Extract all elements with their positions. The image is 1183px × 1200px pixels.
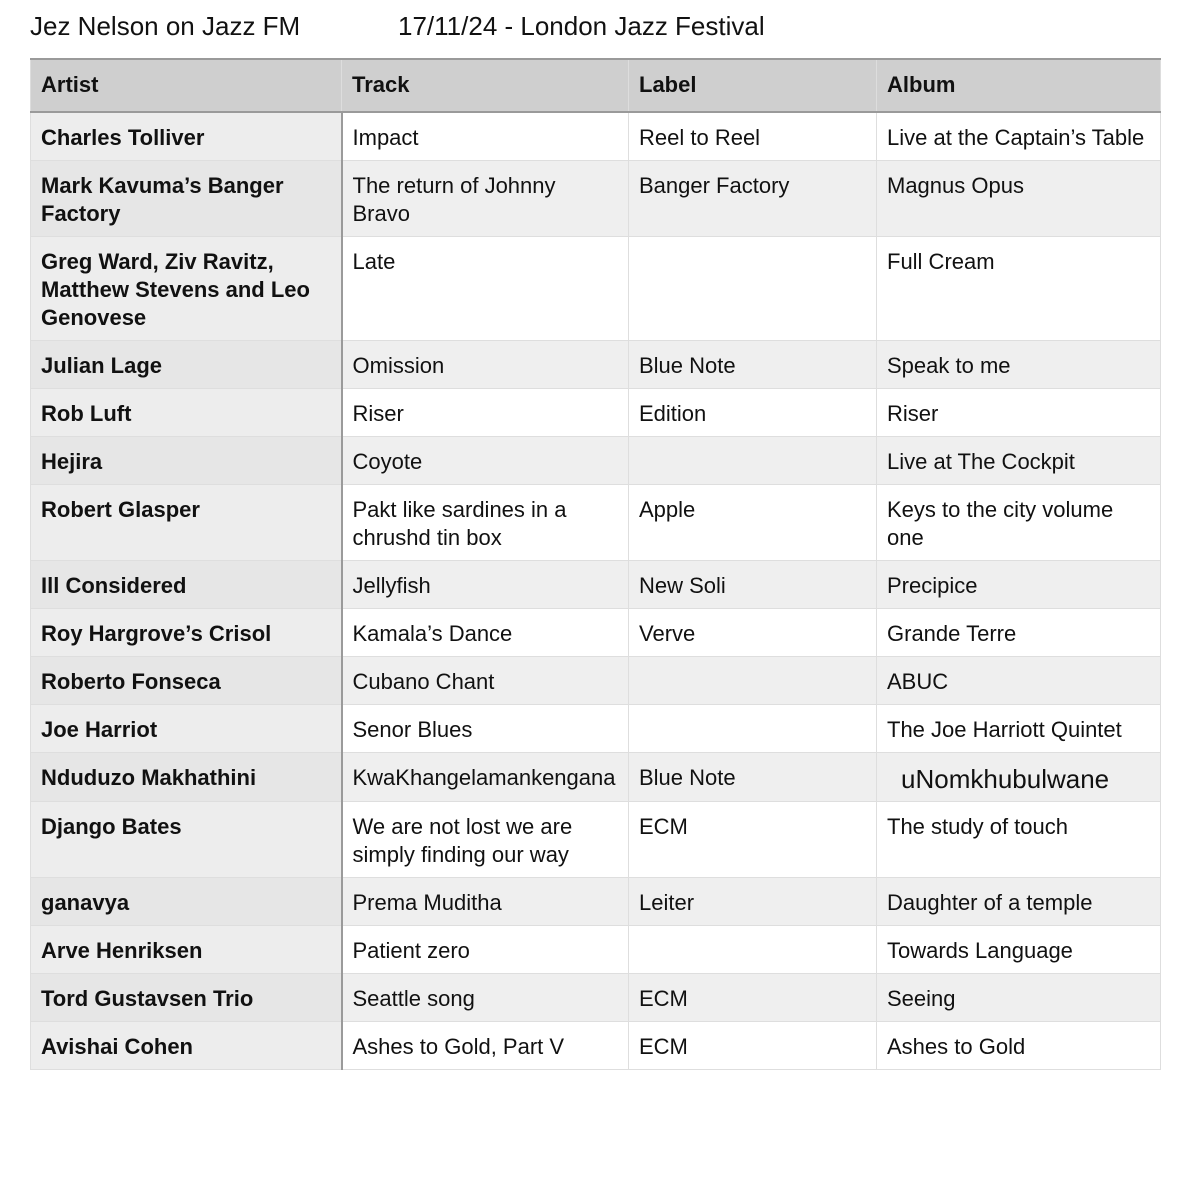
table-row [31, 389, 1161, 437]
album-cell: Grande Terre [877, 609, 1161, 657]
table-row [31, 878, 1161, 926]
table-row [31, 657, 1161, 705]
label-cell: ECM [629, 974, 877, 1022]
label-cell: Banger Factory [629, 161, 877, 237]
table-row [31, 561, 1161, 609]
artist-cell: ganavya [31, 878, 342, 926]
track-cell: Pakt like sardines in a chrushd tin box [342, 485, 629, 561]
album-cell: ABUC [877, 657, 1161, 705]
artist-cell: Nduduzo Makhathini [31, 753, 342, 802]
playlist-table [30, 58, 1161, 1070]
album-cell: Riser [877, 389, 1161, 437]
album-cell: uNomkhubulwane [877, 753, 1161, 802]
column-header-artist: Artist [31, 59, 342, 112]
album-cell: Precipice [877, 561, 1161, 609]
table-row [31, 485, 1161, 561]
table-row [31, 974, 1161, 1022]
table-row [31, 705, 1161, 753]
track-cell: Prema Muditha [342, 878, 629, 926]
artist-cell: Tord Gustavsen Trio [31, 974, 342, 1022]
album-cell: Live at The Cockpit [877, 437, 1161, 485]
track-cell: Jellyfish [342, 561, 629, 609]
table-row [31, 161, 1161, 237]
artist-cell: Robert Glasper [31, 485, 342, 561]
label-cell: Verve [629, 609, 877, 657]
artist-cell: Greg Ward, Ziv Ravitz, Matthew Stevens and Leo Genovese [31, 237, 342, 341]
table-header [31, 59, 1161, 112]
album-cell: Seeing [877, 974, 1161, 1022]
table-row [31, 609, 1161, 657]
artist-cell: Joe Harriot [31, 705, 342, 753]
show-host-title: Jez Nelson on Jazz FM [30, 11, 301, 41]
track-cell: Omission [342, 341, 629, 389]
track-cell: Patient zero [342, 926, 629, 974]
table-row [31, 437, 1161, 485]
artist-cell: Django Bates [31, 802, 342, 878]
album-cell: The Joe Harriott Quintet [877, 705, 1161, 753]
table-row [31, 237, 1161, 341]
album-cell: Speak to me [877, 341, 1161, 389]
artist-cell: Julian Lage [31, 341, 342, 389]
label-cell: Apple [629, 485, 877, 561]
table-row [31, 1022, 1161, 1070]
track-cell: Cubano Chant [342, 657, 629, 705]
label-cell: New Soli [629, 561, 877, 609]
album-cell: The study of touch [877, 802, 1161, 878]
artist-cell: Rob Luft [31, 389, 342, 437]
label-cell: Reel to Reel [629, 112, 877, 161]
table-row [31, 753, 1161, 802]
label-cell: Edition [629, 389, 877, 437]
label-cell: Blue Note [629, 753, 877, 802]
artist-cell: Mark Kavuma’s Banger Factory [31, 161, 342, 237]
label-cell: ECM [629, 802, 877, 878]
track-cell: Senor Blues [342, 705, 629, 753]
label-cell: Blue Note [629, 341, 877, 389]
track-cell: Coyote [342, 437, 629, 485]
album-cell: Towards Language [877, 926, 1161, 974]
album-cell: Ashes to Gold [877, 1022, 1161, 1070]
track-cell: We are not lost we are simply finding our way [342, 802, 629, 878]
track-cell: Riser [342, 389, 629, 437]
table-row [31, 802, 1161, 878]
label-cell: ECM [629, 1022, 877, 1070]
column-header-label: Label [629, 59, 877, 112]
table-body [31, 112, 1161, 1070]
album-cell: Magnus Opus [877, 161, 1161, 237]
track-cell: Kamala’s Dance [342, 609, 629, 657]
artist-cell: Roy Hargrove’s Crisol [31, 609, 342, 657]
label-cell [629, 437, 877, 485]
track-cell: Late [342, 237, 629, 341]
header-row [31, 59, 1161, 112]
table-row [31, 926, 1161, 974]
artist-cell: Ill Considered [31, 561, 342, 609]
column-header-track: Track [342, 59, 629, 112]
track-cell: The return of Johnny Bravo [342, 161, 629, 237]
label-cell [629, 657, 877, 705]
track-cell: Seattle song [342, 974, 629, 1022]
label-cell: Leiter [629, 878, 877, 926]
track-cell: Impact [342, 112, 629, 161]
artist-cell: Charles Tolliver [31, 112, 342, 161]
album-cell: Full Cream [877, 237, 1161, 341]
label-cell [629, 926, 877, 974]
table-row [31, 341, 1161, 389]
label-cell [629, 705, 877, 753]
track-cell: Ashes to Gold, Part V [342, 1022, 629, 1070]
show-date-title: 17/11/24 - London Jazz Festival [398, 11, 765, 41]
album-cell: Keys to the city volume one [877, 485, 1161, 561]
album-cell: Live at the Captain’s Table [877, 112, 1161, 161]
label-cell [629, 237, 877, 341]
artist-cell: Hejira [31, 437, 342, 485]
artist-cell: Arve Henriksen [31, 926, 342, 974]
artist-cell: Avishai Cohen [31, 1022, 342, 1070]
track-cell: KwaKhangelamankengana [342, 753, 629, 802]
column-header-album: Album [877, 59, 1161, 112]
artist-cell: Roberto Fonseca [31, 657, 342, 705]
album-cell: Daughter of a temple [877, 878, 1161, 926]
table-row [31, 112, 1161, 161]
